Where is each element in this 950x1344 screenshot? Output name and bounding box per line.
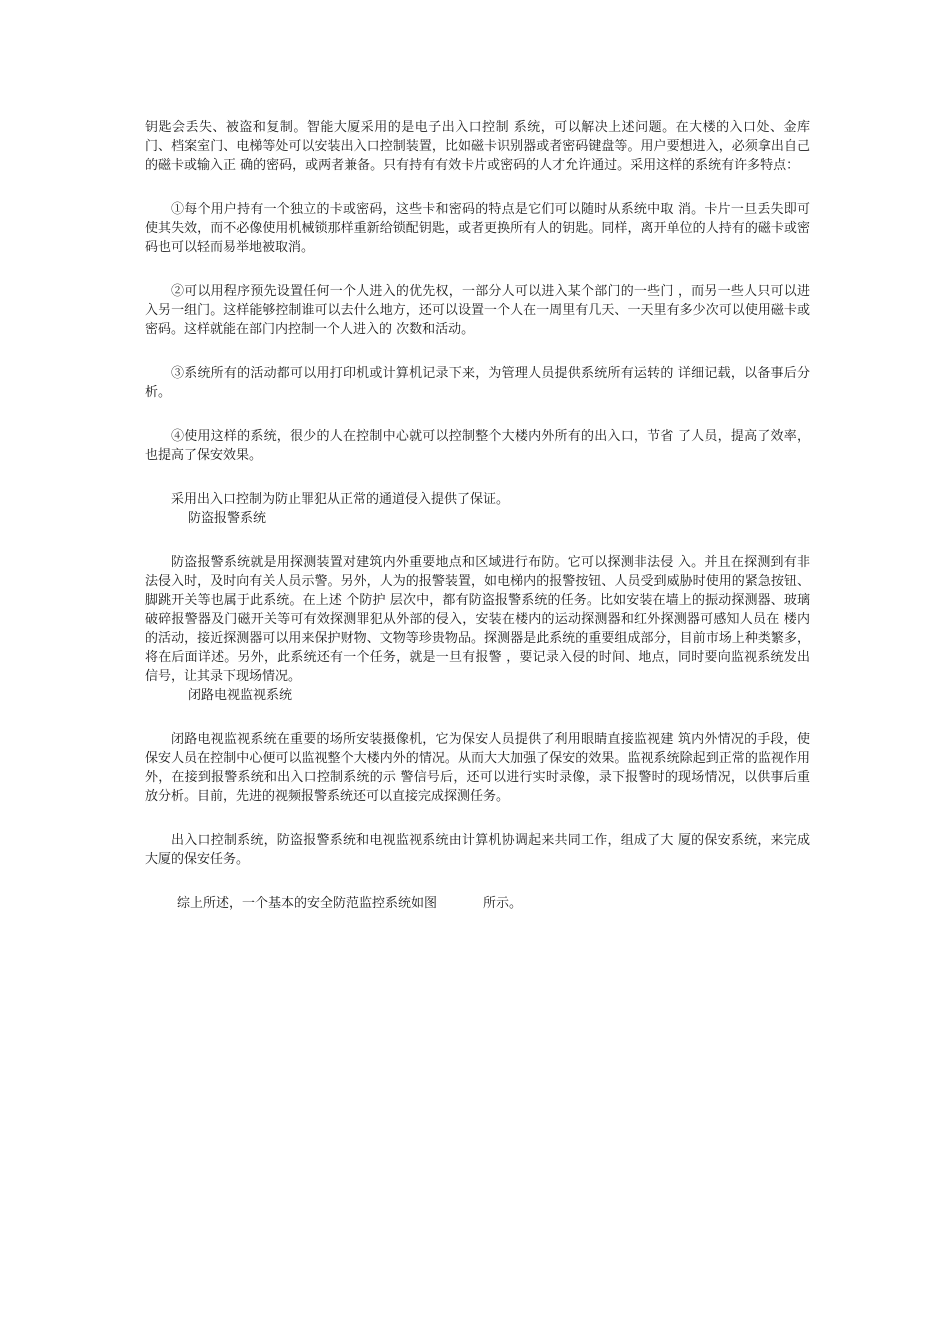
conclusion-text-b: 所示。 [483, 896, 523, 911]
paragraph-access-control-intro: 钥匙会丢失、被盗和复制。智能大厦采用的是电子出入口控制 系统，可以解决上述问题。在大楼的入口处、金库门、档案室门、电梯等处可以安装出入口控制装置，比如磁卡识别器或者密码键盘等。用户要想进入，必须拿出自己的磁卡或输入正 确的密码，或两者兼备。只有持有有效卡片或密码的人才允许通过。采用这样的系统有许多特点： [145, 120, 810, 173]
paragraph-burglar-alarm: 防盗报警系统就是用探测装置对建筑内外重要地点和区域进行布防。它可以探测非法侵 入。并且在探测到有非法侵入时，及时向有关人员示警。另外，人为的报警装置，如电梯内的报警按钮、人员受到威胁时使用的紧急按钮、脚跳开关等也属于此系统。在上述 个防护 层次中，都有防盗报警系统的任务。比如安装在墙上的振动探测器、玻璃破碎报警器及门磁开关等可有效探测罪犯从外部的侵入，安装在楼内的运动探测器和红外探测器可感知人员在 楼内的活动，接近探测器可以用来保护财物、文物等珍贵物品。探测器是此系统的重要组成部分，目前市场上种类繁多，将在后面详述。另外，此系统还有一个任务，就是一旦有报警 ，要记录入侵的时间、地点，同时要向监视系统发出信号，让其录下现场情况。 [145, 555, 810, 684]
paragraph-feature-2: ②可以用程序预先设置任何一个人进入的优先权，一部分人可以进入某个部门的一些门 ，而另一些人只可以进入另一组门。这样能够控制谁可以去什么地方，还可以设置一个人在一周里有几天、一天里有多少次可以使用磁卡或密码。这样就能在部门内控制一个人进入的 次数和活动。 [145, 284, 810, 337]
paragraph-integration: 出入口控制系统，防盗报警系统和电视监视系统由计算机协调起来共同工作，组成了大 厦的保安系统，来完成大厦的保安任务。 [145, 833, 810, 867]
paragraph-feature-4: ④使用这样的系统，很少的人在控制中心就可以控制整个大楼内外所有的出入口，节省 了人员，提高了效率，也提高了保安效果。 [145, 429, 810, 463]
paragraph-feature-3: ③系统所有的活动都可以用打印机或计算机记录下来，为管理人员提供系统所有运转的 详细记载，以备事后分析。 [145, 366, 810, 400]
heading-cctv: 闭路电视监视系统 [188, 688, 293, 703]
conclusion-text-a: 综上所述，一个基本的安全防范监控系统如图 [177, 896, 438, 911]
paragraph-access-summary: 采用出入口控制为防止罪犯从正常的通道侵入提供了保证。 [171, 492, 510, 507]
document-body [145, 118, 810, 913]
paragraph-cctv: 闭路电视监视系统在重要的场所安装摄像机，它为保安人员提供了利用眼睛直接监视建 筑内外情况的手段，使保安人员在控制中心便可以监视整个大楼内外的情况。从而大大加强了保安的效果。监视系统除起到正常的监视作用外，在接到报警系统和出入口控制系统的示 警信号后，还可以进行实时录像，录下报警时的现场情况，以供事后重放分析。目前，先进的视频报警系统还可以直接完成探测任务。 [145, 732, 810, 804]
paragraph-feature-1: ①每个用户持有一个独立的卡或密码，这些卡和密码的特点是它们可以随时从系统中取 消。卡片一旦丢失即可使其失效，而不必像使用机械锁那样重新给锁配钥匙，或者更换所有人的钥匙。同样，离开单位的人持有的磁卡或密码也可以轻而易举地被取消。 [145, 202, 810, 255]
heading-burglar-alarm: 防盗报警系统 [188, 511, 267, 526]
paragraph-conclusion [145, 894, 810, 913]
